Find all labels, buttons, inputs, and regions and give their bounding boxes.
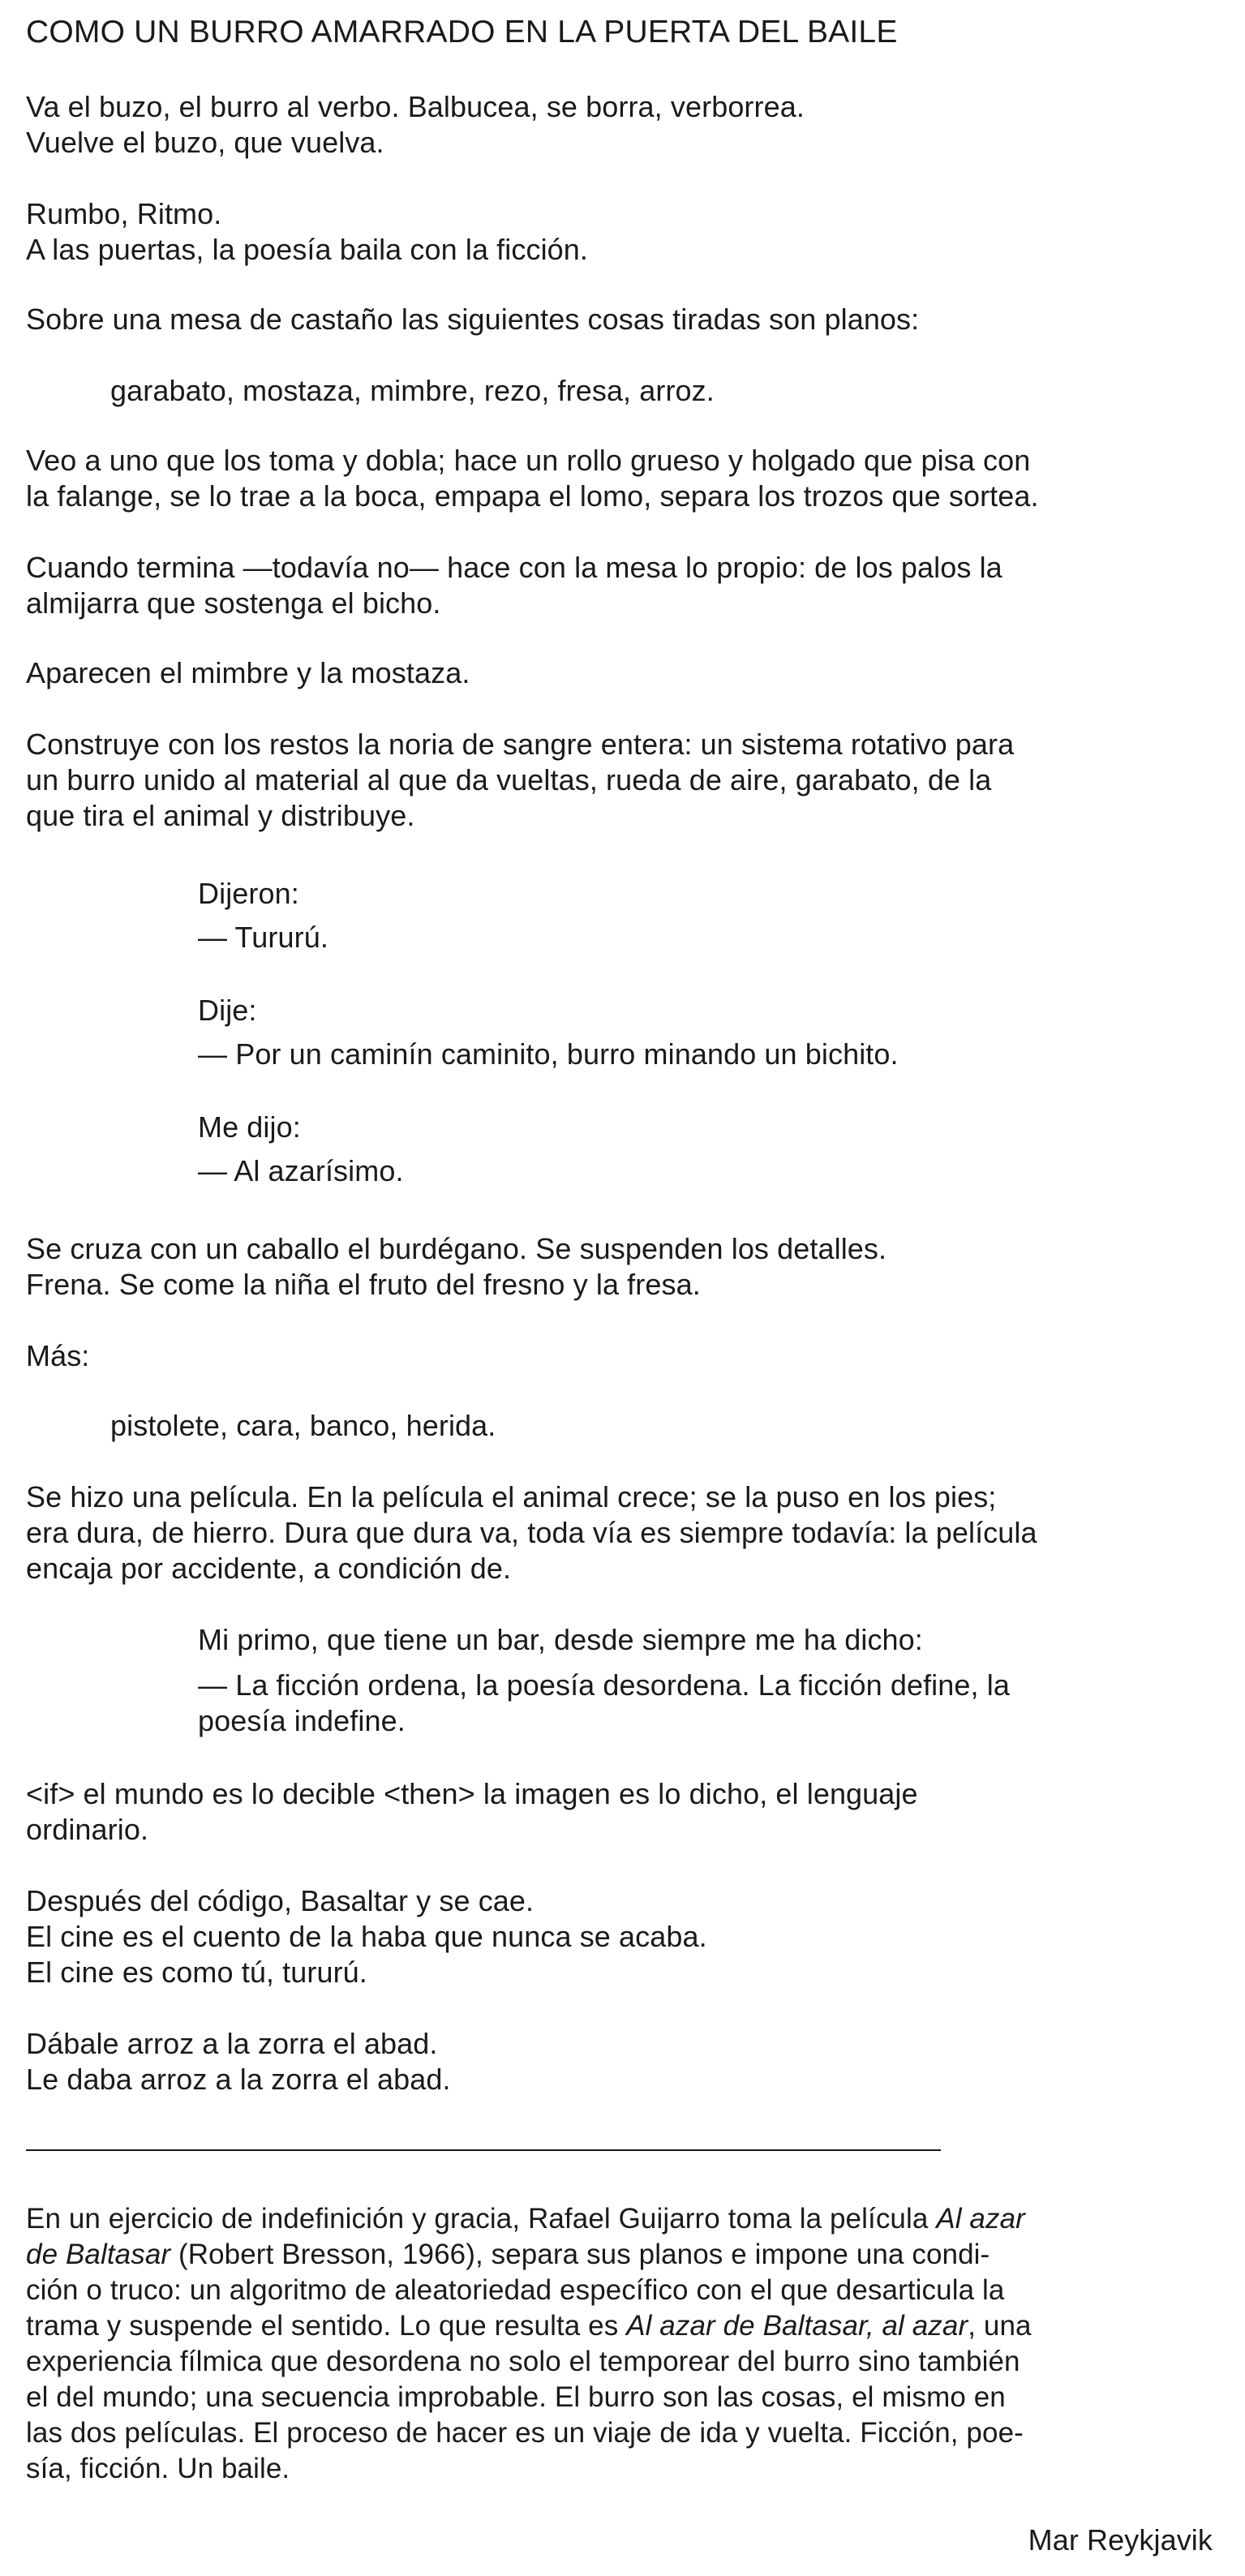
poem-line: Vuelve el buzo, que vuelva. [26,126,384,159]
dialogue-speaker: Dije: [198,994,257,1027]
poem-line: El cine es como tú, tururú. [26,1956,367,1989]
poem-line: ordinario. [26,1813,149,1846]
note-text: trama y suspende el sentido. Lo que resulta es [26,2310,619,2342]
poem-line: Cuando termina —todavía no— hace con la mesa lo propio: de los palos la [26,551,1002,584]
poem-line: almijarra que sostenga el bicho. [26,586,441,620]
poem-line: Sobre una mesa de castaño las siguientes cosas tiradas son planos: [26,303,920,336]
film-title: Al azar [936,2203,1025,2235]
separator-rule [26,2149,941,2151]
poem-line: Aparecen el mimbre y la mostaza. [26,656,470,689]
poem-line: que tira el animal y distribuye. [26,799,415,832]
note-line: el del mundo; una secuencia improbable. El burro son las cosas, el mismo en [26,2381,1006,2413]
dialogue-line: — Por un caminín caminito, burro minando un bichito. [198,1037,899,1071]
poem-line: Después del código, Basaltar y se cae. [26,1884,534,1917]
author-signature: Mar Reykjavik [1028,2523,1213,2557]
quote-line: poesía indefine. [198,1704,406,1737]
poem-line: Se hizo una película. En la película el animal crece; se la puso en los pies; [26,1480,997,1513]
note-line [26,2201,1025,2237]
dialogue-line: — Al azarísimo. [198,1154,404,1187]
poem-line: Frena. Se come la niña el fruto del fresno y la fresa. [26,1268,701,1301]
note-line: experiencia fílmica que desordena no solo el temporear del burro sino también [26,2346,1020,2377]
poem-line: era dura, de hierro. Dura que dura va, toda vía es siempre todavía: la película [26,1516,1037,1549]
poem-line: Rumbo, Ritmo. [26,197,222,230]
note-line [26,2308,1032,2344]
note-line: ción o truco: un algoritmo de aleatoriedad específico con el que desarticula la [26,2274,1005,2306]
poem-line: un burro unido al material al que da vueltas, rueda de aire, garabato, de la [26,763,992,796]
poem-line: <if> el mundo es lo decible <then> la imagen es lo dicho, el lenguaje [26,1777,918,1810]
film-title: de Baltasar [26,2239,171,2270]
poem-line: Construye con los restos la noria de sangre entera: un sistema rotativo para [26,728,1015,761]
note-text: En un ejercicio de indefinición y gracia, Rafael Guijarro toma la película [26,2203,929,2235]
note-line [26,2237,990,2273]
indented-list: pistolete, cara, banco, herida. [110,1409,496,1442]
poem-line: Más: [26,1339,90,1372]
poem-line: Se cruza con un caballo el burdégano. Se suspenden los detalles. [26,1232,887,1265]
note-line: sía, ficción. Un baile. [26,2453,290,2484]
dialogue-speaker: Me dijo: [198,1110,301,1144]
quote-line: Mi primo, que tiene un bar, desde siempre me ha dicho: [198,1623,923,1656]
poem-line: El cine es el cuento de la haba que nunca se acaba. [26,1920,707,1953]
indented-list: garabato, mostaza, mimbre, rezo, fresa, arroz. [110,374,715,407]
film-title: Al azar de Baltasar, al azar [626,2310,968,2342]
poem-line: la falange, se lo trae a la boca, empapa el lomo, separa los trozos que sortea. [26,479,1039,513]
poem-line: A las puertas, la poesía baila con la ficción. [26,233,589,266]
poem-title: COMO UN BURRO AMARRADO EN LA PUERTA DEL BAILE [26,15,898,49]
quote-line: — La ficción ordena, la poesía desordena. La ficción define, la [198,1668,1010,1702]
note-text: , una [968,2310,1032,2342]
poem-line: Veo a uno que los toma y dobla; hace un rollo grueso y holgado que pisa con [26,444,1031,477]
dialogue-speaker: Dijeron: [198,877,299,910]
note-text: (Robert Bresson, 1966), separa sus planos e impone una condi- [178,2239,990,2270]
poem-line: encaja por accidente, a condición de. [26,1552,512,1585]
dialogue-line: — Tururú. [198,921,328,954]
note-line: las dos películas. El proceso de hacer es un viaje de ida y vuelta. Ficción, poe- [26,2417,1024,2449]
poem-line: Dábale arroz a la zorra el abad. [26,2027,438,2060]
poem-line: Va el buzo, el burro al verbo. Balbucea, se borra, verborrea. [26,90,805,123]
poem-line: Le daba arroz a la zorra el abad. [26,2063,451,2096]
